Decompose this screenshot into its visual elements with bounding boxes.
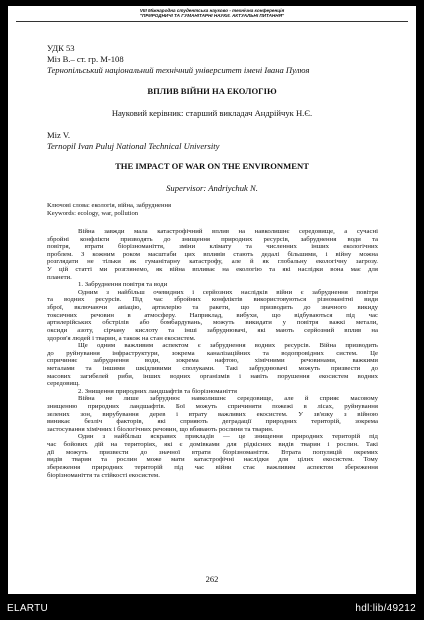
body-line: збереження природних територій під час війни стає важливим аспектом збереження bbox=[47, 463, 378, 471]
university-ua: Тернопільський національний технічний університет імені Івана Пулюя bbox=[47, 65, 310, 75]
body-line: до руйнування інфраструктури, зокрема каналізаційних та водопровідних систем. Це bbox=[47, 349, 378, 357]
body-line: та водних ресурсів. Під час збройних конфліктів використовуються різноманітні види bbox=[47, 296, 378, 304]
body-line: Одним з найбільш очевидних і серйозних наслідків війни є забруднення повітря bbox=[78, 288, 378, 296]
document-page bbox=[8, 6, 416, 594]
author-ua: Міз В.– ст. гр. М-108 bbox=[47, 54, 124, 64]
section-heading: 1. Забруднення повітря та води bbox=[78, 281, 168, 289]
body-line: видів тварин та рослин може мати катастрофічні наслідки для цілих екосистем. Тому bbox=[47, 456, 378, 464]
body-line: повітря, втрати біорізноманіття, зміни клімату та численних інших екологічних bbox=[47, 243, 378, 251]
keywords-ua: Ключові слова: екологія, війна, забруднення bbox=[47, 202, 172, 209]
body-line: знищенню природних ландшафтів. Бої можуть спричиняти пожежі в лісах, руйнування bbox=[47, 403, 378, 411]
title-ua: ВПЛИВ ВІЙНИ НА ЕКОЛОГІЮ bbox=[147, 86, 277, 96]
body-line: розглядати не тільки як гуманітарну катастрофу, але й як глобальну екологічну загрозу. bbox=[47, 258, 378, 266]
body-line: Війна завжди мала катастрофічний вплив на навколишнє середовище, а сучасні bbox=[78, 228, 378, 235]
body-line: масових загибелей риби, інших водних організмів і навіть порушення екосистем водних bbox=[47, 372, 378, 380]
body-line: середовищ. bbox=[47, 380, 80, 388]
body-line: Війна не лише забруднює навколишнє середовище, але й сприяє масовому bbox=[78, 395, 378, 403]
conference-header-line1: VIII Міжнародна студентська науково - технічна конференція bbox=[139, 8, 285, 13]
body-line: У цій статті ми розглянемо, як війна впливає на екологію та які наслідки вона має для bbox=[47, 266, 378, 274]
conference-header bbox=[8, 8, 416, 18]
body-line: час бойових дій на територіях, які є домівками для рідкісних видів тварин і рослин. Такі bbox=[47, 441, 378, 449]
university-en: Ternopil Ivan Puluj National Technical University bbox=[47, 141, 220, 151]
supervisor-en: Supervisor: Andriychuk N. bbox=[166, 183, 258, 193]
body-line: спричиняє забруднення води, зокрема нафтою, хімічними речовинами, важкими bbox=[47, 357, 378, 365]
body-line: збройні конфлікти призводять до знищення природних ресурсів, забруднення води та bbox=[47, 235, 378, 243]
section-heading: 2. Знищення природних ландшафтів та біорізноманіття bbox=[78, 387, 237, 395]
udc-code: УДК 53 bbox=[47, 43, 75, 53]
body-line: металами та іншими шкідливими сполуками. Такі забруднювачі можуть призвести до bbox=[47, 364, 378, 372]
page-number: 262 bbox=[205, 574, 219, 584]
body-line: зелених зон, вирубування дерев і втрату важливих екосистем. У зв'язку з війною bbox=[47, 410, 378, 418]
footer-handle-id: hdl:lib/49212 bbox=[355, 603, 416, 614]
article-body bbox=[47, 228, 378, 479]
body-line: виникає безліч факторів, які сприяють деградації природних територій, зокрема bbox=[47, 418, 378, 426]
body-line: проблем. З кожним роком масштаби цих впливів стають дедалі більшими, і війну можна bbox=[47, 250, 378, 258]
body-line: оксиди азоту, сірчану кислоту та інші забруднювачі, які мають серйозний вплив на bbox=[47, 326, 378, 334]
body-line: Один з найбільш яскравих прикладів — це знищення природних територій під bbox=[78, 433, 378, 441]
body-line: Ще одним важливим аспектом є забруднення водних ресурсів. Війна призводить bbox=[78, 342, 378, 350]
body-line: токсичних речовин в атмосферу. Наприклад, вибухи, що відбуваються під час bbox=[47, 311, 378, 319]
header-divider bbox=[16, 21, 408, 22]
conference-header-line2: "ПРИРОДНИЧІ ТА ГУМАНІТАРНІ НАУКИ. АКТУАЛЬНІ ПИТАННЯ" bbox=[139, 13, 285, 19]
title-en: THE IMPACT OF WAR ON THE ENVIRONMENT bbox=[115, 161, 309, 171]
body-line: застосування хімічних і біологічних речовин, що вбивають рослини та тварин. bbox=[47, 425, 274, 433]
keywords-en: Keywords: ecology, war, pollution bbox=[47, 210, 139, 217]
body-line: біорізноманіття та стійкості екосистем. bbox=[47, 471, 160, 479]
supervisor-ua: Науковий керівник: старший викладач Андрійчук Н.Є. bbox=[111, 108, 313, 118]
body-line: зброї, включаючи авіацію, артилерію та ракети, що призводить до значного викиду bbox=[47, 304, 378, 312]
body-line: дії можуть призвести до значної втрати біорізноманіття. Втрата популяцій окремих bbox=[47, 448, 378, 456]
footer-repository-name: ELARTU bbox=[7, 603, 49, 614]
author-en: Miz V. bbox=[47, 130, 71, 140]
body-line: артилерійських обстрілів або бомбардувань, можуть викидати у повітря важкі метали, bbox=[47, 319, 378, 327]
body-line: здоров'я людей і тварин, а також на стан екосистем. bbox=[47, 334, 196, 342]
body-line: планети. bbox=[47, 273, 72, 281]
